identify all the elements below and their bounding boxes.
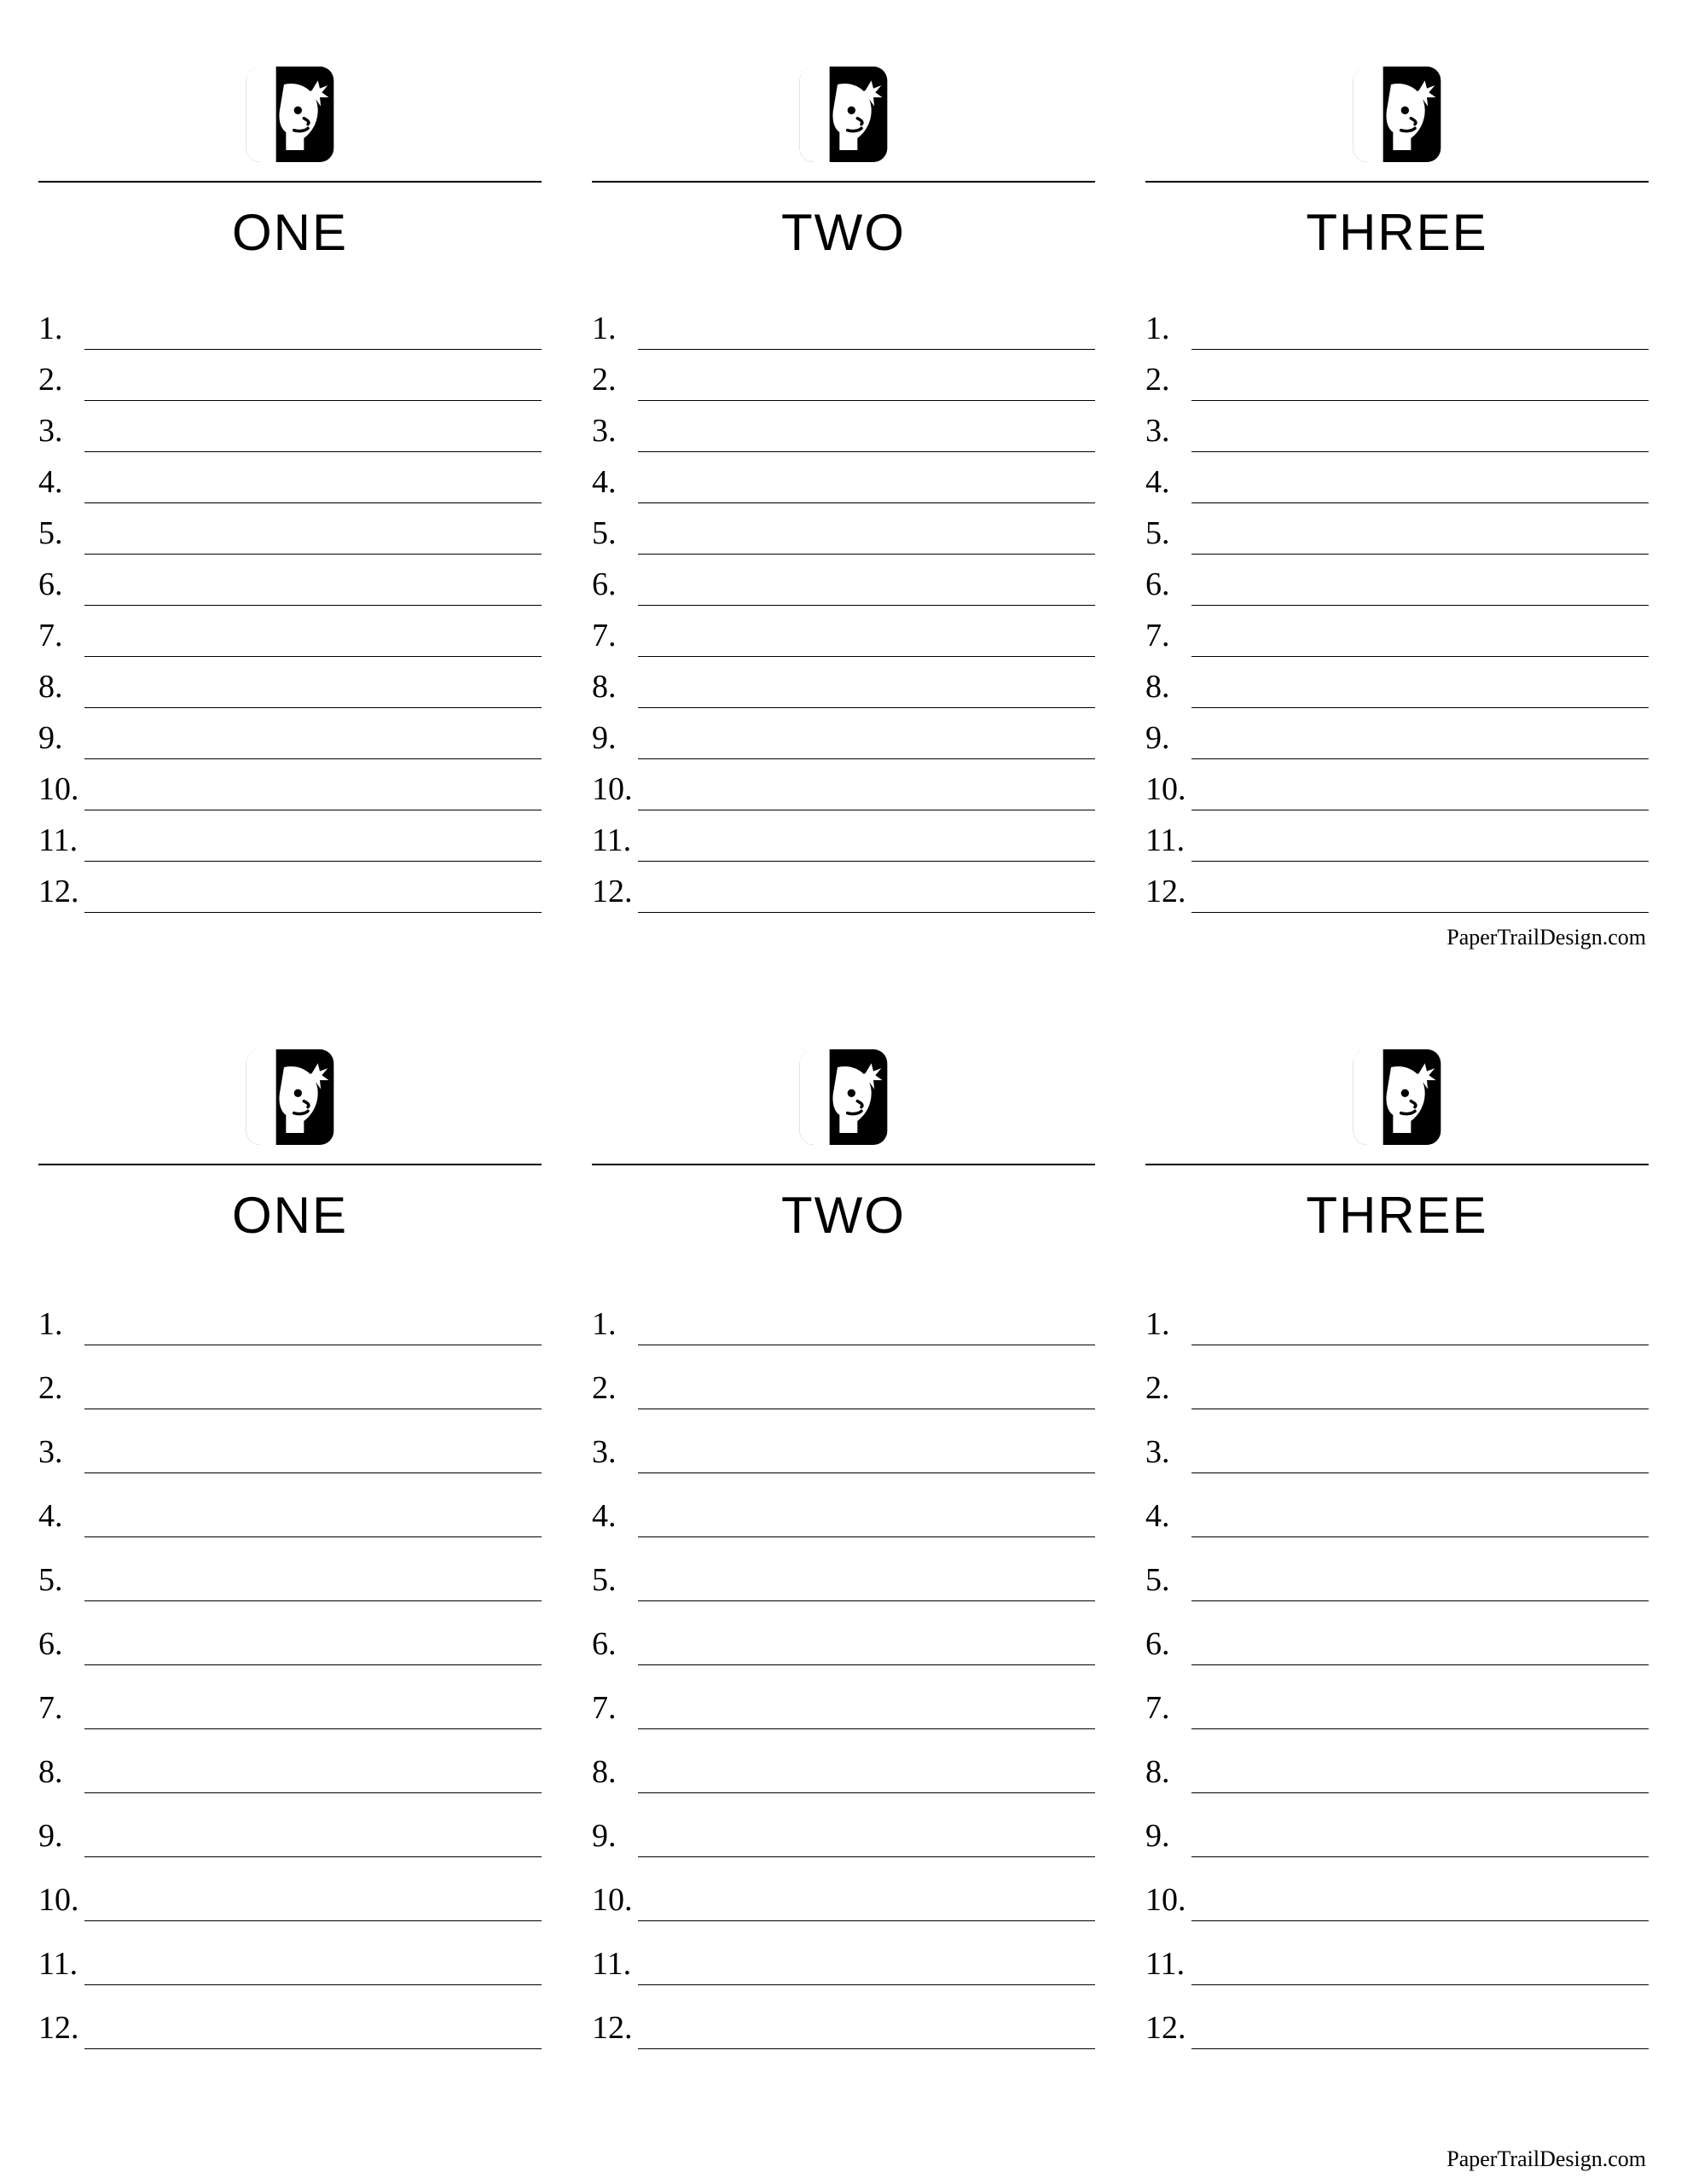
list-item-number: 3. <box>1145 1434 1170 1470</box>
list-item[interactable] <box>592 1409 1095 1473</box>
list-item-number: 4. <box>38 1498 63 1534</box>
write-line[interactable] <box>84 400 542 452</box>
list-item[interactable] <box>1145 503 1649 555</box>
write-line[interactable] <box>84 1472 542 1537</box>
list-item[interactable] <box>1145 810 1649 862</box>
list-item[interactable] <box>1145 1601 1649 1665</box>
write-line[interactable] <box>1191 554 1649 606</box>
list-item-number: 10. <box>592 1882 633 1918</box>
list-item[interactable] <box>38 606 542 657</box>
write-line[interactable] <box>1191 1281 1649 1345</box>
list-item-number: 9. <box>1145 720 1170 756</box>
credit-text-bottom: PaperTrailDesign.com <box>1446 2146 1646 2171</box>
list-item[interactable] <box>592 1601 1095 1665</box>
list-item-number: 9. <box>38 720 63 756</box>
list-item[interactable] <box>1145 1985 1649 2049</box>
list-item[interactable] <box>38 452 542 503</box>
write-line[interactable] <box>1191 656 1649 708</box>
list-item[interactable] <box>1145 708 1649 759</box>
write-line[interactable] <box>84 707 542 759</box>
girl-face-logo-icon <box>1347 1049 1447 1145</box>
write-line[interactable] <box>638 1856 1095 1921</box>
list-item[interactable] <box>1145 555 1649 606</box>
list-item[interactable] <box>38 1729 542 1793</box>
list-item[interactable] <box>1145 1537 1649 1601</box>
list-item[interactable] <box>38 708 542 759</box>
logo-wrap <box>592 61 1095 162</box>
list-item-number: 4. <box>38 464 63 500</box>
list-item-number: 3. <box>1145 413 1170 449</box>
column-title <box>592 183 1095 276</box>
list-item[interactable] <box>38 503 542 555</box>
list-item[interactable] <box>592 657 1095 708</box>
list-item-number: 5. <box>38 515 63 551</box>
column-title-text: ONE <box>231 1187 349 1244</box>
list-item[interactable] <box>1145 1345 1649 1409</box>
list-item[interactable] <box>592 503 1095 555</box>
write-line[interactable] <box>84 861 542 913</box>
list-item-number: 5. <box>38 1562 63 1598</box>
list-item-number: 11. <box>38 1946 78 1982</box>
list-item[interactable] <box>38 350 542 401</box>
write-line[interactable] <box>638 810 1095 862</box>
list-item-number: 6. <box>1145 1626 1170 1662</box>
list-item[interactable] <box>38 1857 542 1921</box>
logo-wrap <box>1145 1044 1649 1145</box>
list-item[interactable] <box>592 452 1095 503</box>
column-title-text: ONE <box>231 204 349 261</box>
list-item[interactable] <box>38 1985 542 2049</box>
list-item-number: 7. <box>1145 618 1170 653</box>
list-item-number: 8. <box>38 669 63 705</box>
list-item[interactable] <box>38 1345 542 1409</box>
list-item-number: 2. <box>592 362 617 398</box>
write-line[interactable] <box>84 1984 542 2049</box>
write-line[interactable] <box>638 656 1095 708</box>
list-item[interactable] <box>38 1665 542 1729</box>
write-line[interactable] <box>1191 1600 1649 1665</box>
list-item-number: 6. <box>38 566 63 602</box>
logo-wrap <box>592 1044 1095 1145</box>
list-item[interactable] <box>592 299 1095 350</box>
write-line[interactable] <box>638 1728 1095 1793</box>
list-item[interactable] <box>38 1601 542 1665</box>
write-line[interactable] <box>638 1409 1095 1473</box>
column-title <box>1145 1165 1649 1259</box>
list-column-two-top <box>592 61 1095 913</box>
list-item-number: 7. <box>38 618 63 653</box>
list-item-number: 2. <box>38 362 63 398</box>
list-item-number: 7. <box>1145 1690 1170 1726</box>
write-line[interactable] <box>638 1792 1095 1857</box>
list-item[interactable] <box>1145 1857 1649 1921</box>
list-item[interactable] <box>592 1345 1095 1409</box>
list-item-number: 12. <box>38 874 79 909</box>
write-line[interactable] <box>1191 861 1649 913</box>
column-title <box>1145 183 1649 276</box>
list-item-number: 9. <box>592 720 617 756</box>
write-line[interactable] <box>1191 451 1649 503</box>
list-item-number: 2. <box>592 1370 617 1406</box>
list-item-number: 1. <box>1145 311 1170 346</box>
list-item-number: 10. <box>1145 771 1186 807</box>
column-title-text: TWO <box>781 204 906 261</box>
list-item[interactable] <box>592 401 1095 452</box>
write-line[interactable] <box>84 349 542 401</box>
write-line[interactable] <box>638 1920 1095 1985</box>
list-item[interactable] <box>592 1857 1095 1921</box>
numbered-lines <box>1145 1281 1649 2049</box>
list-item[interactable] <box>38 1537 542 1601</box>
list-column-one-bottom <box>38 1044 542 2049</box>
write-line[interactable] <box>638 1600 1095 1665</box>
list-item[interactable] <box>38 862 542 913</box>
write-line[interactable] <box>84 451 542 503</box>
list-item-number: 12. <box>1145 2010 1186 2046</box>
list-item-number: 4. <box>592 464 617 500</box>
write-line[interactable] <box>1191 502 1649 555</box>
list-item[interactable] <box>1145 759 1649 810</box>
list-item-number: 6. <box>592 566 617 602</box>
write-line[interactable] <box>638 349 1095 401</box>
write-line[interactable] <box>1191 707 1649 759</box>
list-item-number: 11. <box>592 822 632 858</box>
list-item-number: 11. <box>38 822 78 858</box>
column-title-text: THREE <box>1306 1187 1488 1244</box>
write-line[interactable] <box>638 502 1095 555</box>
list-item[interactable] <box>1145 299 1649 350</box>
write-line[interactable] <box>1191 1984 1649 2049</box>
list-item-number: 7. <box>592 618 617 653</box>
list-item-number: 8. <box>592 669 617 705</box>
write-line[interactable] <box>638 1345 1095 1409</box>
girl-face-logo-icon <box>793 67 894 162</box>
list-block-top <box>0 0 1687 950</box>
list-item[interactable] <box>38 555 542 606</box>
list-item-number: 1. <box>592 311 617 346</box>
write-line[interactable] <box>84 502 542 555</box>
list-column-two-bottom <box>592 1044 1095 2049</box>
list-item[interactable] <box>1145 350 1649 401</box>
list-item-number: 11. <box>592 1946 632 1982</box>
list-item[interactable] <box>592 708 1095 759</box>
write-line[interactable] <box>84 656 542 708</box>
write-line[interactable] <box>1191 810 1649 862</box>
list-item-number: 9. <box>1145 1818 1170 1854</box>
write-line[interactable] <box>638 1664 1095 1729</box>
list-item[interactable] <box>38 657 542 708</box>
write-line[interactable] <box>638 1536 1095 1601</box>
list-item-number: 2. <box>38 1370 63 1406</box>
list-item[interactable] <box>38 810 542 862</box>
list-item[interactable] <box>38 759 542 810</box>
write-line[interactable] <box>84 810 542 862</box>
write-line[interactable] <box>638 451 1095 503</box>
write-line[interactable] <box>1191 1920 1649 1985</box>
list-item-number: 6. <box>38 1626 63 1662</box>
list-item[interactable] <box>38 1281 542 1345</box>
list-item-number: 8. <box>1145 1754 1170 1790</box>
list-item-number: 6. <box>1145 566 1170 602</box>
list-item[interactable] <box>1145 1665 1649 1729</box>
list-item-number: 5. <box>592 1562 617 1598</box>
list-item-number: 4. <box>592 1498 617 1534</box>
write-line[interactable] <box>84 1856 542 1921</box>
numbered-lines <box>38 299 542 913</box>
write-line[interactable] <box>1191 605 1649 657</box>
girl-face-logo-icon <box>240 1049 340 1145</box>
column-title-text: TWO <box>781 1187 906 1244</box>
list-item[interactable] <box>38 1409 542 1473</box>
list-block-bottom <box>0 950 1687 2049</box>
list-item-number: 7. <box>592 1690 617 1726</box>
write-line[interactable] <box>84 1281 542 1345</box>
list-item[interactable] <box>1145 1473 1649 1537</box>
list-item-number: 3. <box>592 413 617 449</box>
logo-wrap <box>38 1044 542 1145</box>
write-line[interactable] <box>1191 1664 1649 1729</box>
list-item[interactable] <box>1145 657 1649 708</box>
list-item-number: 1. <box>38 1306 63 1342</box>
list-item-number: 2. <box>1145 1370 1170 1406</box>
column-title <box>38 1165 542 1259</box>
column-title <box>38 183 542 276</box>
list-item[interactable] <box>592 1537 1095 1601</box>
write-line[interactable] <box>1191 1536 1649 1601</box>
write-line[interactable] <box>1191 1728 1649 1793</box>
write-line[interactable] <box>84 1664 542 1729</box>
column-group-top <box>0 61 1687 913</box>
list-item-number: 1. <box>38 311 63 346</box>
list-item[interactable] <box>1145 1729 1649 1793</box>
list-item-number: 4. <box>1145 464 1170 500</box>
numbered-lines <box>1145 299 1649 913</box>
list-item[interactable] <box>592 1473 1095 1537</box>
column-group-bottom <box>0 1044 1687 2049</box>
list-item-number: 5. <box>592 515 617 551</box>
write-line[interactable] <box>1191 298 1649 350</box>
write-line[interactable] <box>638 758 1095 810</box>
list-item-number: 11. <box>1145 1946 1186 1982</box>
list-item-number: 9. <box>592 1818 617 1854</box>
write-line[interactable] <box>638 298 1095 350</box>
write-line[interactable] <box>1191 1472 1649 1537</box>
list-item[interactable] <box>1145 452 1649 503</box>
write-line[interactable] <box>84 298 542 350</box>
list-item[interactable] <box>592 1793 1095 1857</box>
logo-wrap <box>38 61 542 162</box>
list-item-number: 12. <box>1145 874 1186 909</box>
girl-face-logo-icon <box>1347 67 1447 162</box>
list-item-number: 3. <box>592 1434 617 1470</box>
list-item-number: 10. <box>38 771 79 807</box>
list-item-number: 11. <box>1145 822 1186 858</box>
list-item[interactable] <box>38 1793 542 1857</box>
list-item-number: 3. <box>38 413 63 449</box>
list-item-number: 8. <box>38 1754 63 1790</box>
girl-face-logo-icon <box>240 67 340 162</box>
list-column-three-top <box>1145 61 1649 913</box>
list-column-three-bottom <box>1145 1044 1649 2049</box>
list-item-number: 2. <box>1145 362 1170 398</box>
write-line[interactable] <box>638 861 1095 913</box>
list-item-number: 10. <box>38 1882 79 1918</box>
write-line[interactable] <box>84 758 542 810</box>
list-column-one-top <box>38 61 542 913</box>
list-item-number: 12. <box>38 2010 79 2046</box>
credit-text: PaperTrailDesign.com <box>1446 925 1646 950</box>
list-item-number: 5. <box>1145 1562 1170 1598</box>
list-item-number: 8. <box>592 1754 617 1790</box>
write-line[interactable] <box>84 1920 542 1985</box>
list-item-number: 5. <box>1145 515 1170 551</box>
write-line[interactable] <box>84 1792 542 1857</box>
list-item-number: 7. <box>38 1690 63 1726</box>
write-line[interactable] <box>638 707 1095 759</box>
write-line[interactable] <box>638 554 1095 606</box>
numbered-lines <box>592 1281 1095 2049</box>
list-item[interactable] <box>1145 606 1649 657</box>
write-line[interactable] <box>1191 1345 1649 1409</box>
numbered-lines <box>592 299 1095 913</box>
list-item[interactable] <box>1145 1281 1649 1345</box>
write-line[interactable] <box>638 605 1095 657</box>
write-line[interactable] <box>84 1728 542 1793</box>
list-item-number: 4. <box>1145 1498 1170 1534</box>
write-line[interactable] <box>84 1409 542 1473</box>
list-item[interactable] <box>592 1281 1095 1345</box>
list-item-number: 1. <box>592 1306 617 1342</box>
logo-wrap <box>1145 61 1649 162</box>
list-item[interactable] <box>592 555 1095 606</box>
list-item[interactable] <box>592 810 1095 862</box>
write-line[interactable] <box>1191 758 1649 810</box>
list-item-number: 9. <box>38 1818 63 1854</box>
list-item[interactable] <box>38 299 542 350</box>
list-item-number: 12. <box>592 874 633 909</box>
column-title-text: THREE <box>1306 204 1488 261</box>
list-item[interactable] <box>1145 862 1649 913</box>
list-item[interactable] <box>592 606 1095 657</box>
write-line[interactable] <box>84 554 542 606</box>
list-item[interactable] <box>1145 401 1649 452</box>
list-item[interactable] <box>38 1921 542 1985</box>
list-item[interactable] <box>1145 1793 1649 1857</box>
list-item[interactable] <box>592 350 1095 401</box>
list-item[interactable] <box>592 1921 1095 1985</box>
write-line[interactable] <box>638 1281 1095 1345</box>
write-line[interactable] <box>84 605 542 657</box>
write-line[interactable] <box>1191 349 1649 401</box>
write-line[interactable] <box>638 400 1095 452</box>
write-line[interactable] <box>1191 1792 1649 1857</box>
list-item-number: 12. <box>592 2010 633 2046</box>
write-line[interactable] <box>84 1536 542 1601</box>
list-item[interactable] <box>1145 1409 1649 1473</box>
list-item-number: 10. <box>1145 1882 1186 1918</box>
write-line[interactable] <box>1191 1409 1649 1473</box>
list-item[interactable] <box>592 862 1095 913</box>
column-title <box>592 1165 1095 1259</box>
list-item[interactable] <box>592 1665 1095 1729</box>
write-line[interactable] <box>84 1600 542 1665</box>
list-item[interactable] <box>38 1473 542 1537</box>
list-item-number: 6. <box>592 1626 617 1662</box>
list-item[interactable] <box>592 759 1095 810</box>
list-item[interactable] <box>592 1729 1095 1793</box>
write-line[interactable] <box>638 1472 1095 1537</box>
write-line[interactable] <box>84 1345 542 1409</box>
write-line[interactable] <box>1191 400 1649 452</box>
write-line[interactable] <box>638 1984 1095 2049</box>
numbered-lines <box>38 1281 542 2049</box>
list-item-number: 3. <box>38 1434 63 1470</box>
list-item-number: 10. <box>592 771 633 807</box>
girl-face-logo-icon <box>793 1049 894 1145</box>
list-item[interactable] <box>1145 1921 1649 1985</box>
list-item-number: 8. <box>1145 669 1170 705</box>
list-item[interactable] <box>38 401 542 452</box>
list-item-number: 1. <box>1145 1306 1170 1342</box>
write-line[interactable] <box>1191 1856 1649 1921</box>
list-item[interactable] <box>592 1985 1095 2049</box>
